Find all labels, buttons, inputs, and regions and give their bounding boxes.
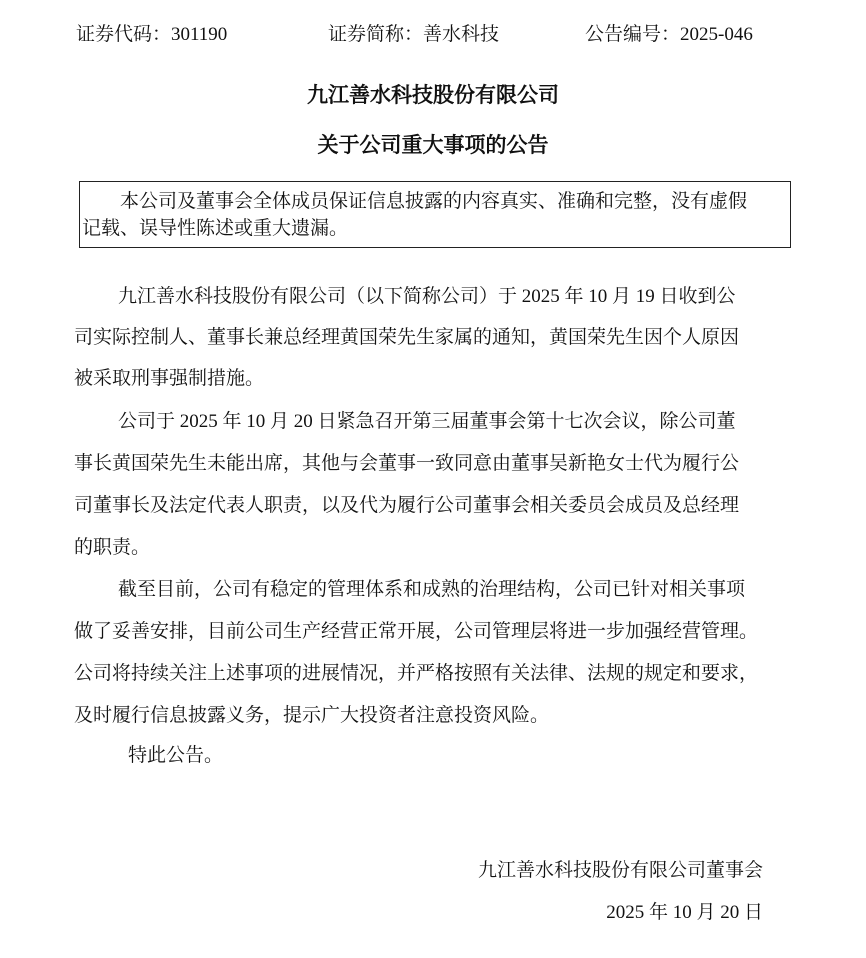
announcement-number: 公告编号：2025-046 [585,24,753,45]
body-line: 司实际控制人、董事长兼总经理黄国荣先生家属的通知，黄国荣先生因个人原因 [74,327,740,348]
body-line: 做了妥善安排，目前公司生产经营正常开展，公司管理层将进一步加强经营管理。 [74,621,759,642]
body-line: 的职责。 [74,537,151,558]
disclaimer-box [79,181,791,248]
stock-short-name: 证券简称：善水科技 [328,24,500,45]
body-line: 截至目前，公司有稳定的管理体系和成熟的治理结构，公司已针对相关事项 [118,579,746,600]
body-line: 司董事长及法定代表人职责，以及代为履行公司董事会相关委员会成员及总经理 [74,495,740,516]
body-line: 公司于 2025 年 10 月 20 日紧急召开第三届董事会第十七次会议，除公司董 [118,411,736,432]
announcement-title: 关于公司重大事项的公告 [317,133,549,157]
company-title: 九江善水科技股份有限公司 [307,83,559,107]
disclaimer-line: 本公司及董事会全体成员保证信息披露的内容真实、准确和完整，没有虚假 [120,191,748,212]
signature-date: 2025 年 10 月 20 日 [606,902,763,923]
disclaimer-line: 记载、误导性陈述或重大遗漏。 [82,218,349,239]
signature-organization: 九江善水科技股份有限公司董事会 [477,860,763,881]
closing-statement: 特此公告。 [128,745,224,766]
body-line: 事长黄国荣先生未能出席，其他与会董事一致同意由董事吴新艳女士代为履行公 [74,453,740,474]
stock-code: 证券代码：301190 [76,24,228,45]
body-line: 公司将持续关注上述事项的进展情况，并严格按照有关法律、法规的规定和要求， [74,663,759,684]
body-line: 及时履行信息披露义务，提示广大投资者注意投资风险。 [74,705,550,726]
body-line: 九江善水科技股份有限公司（以下简称公司）于 2025 年 10 月 19 日收到公 [118,286,736,307]
body-line: 被采取刑事强制措施。 [74,368,265,389]
